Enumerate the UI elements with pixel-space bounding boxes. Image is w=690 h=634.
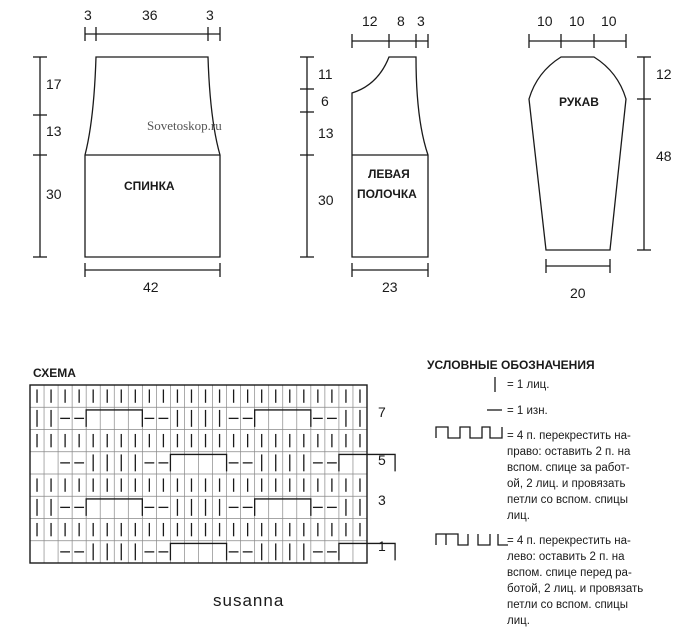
schema-title: СХЕМА: [33, 366, 76, 380]
watermark: Sovetoskop.ru: [147, 118, 222, 133]
cross-left-line: = 4 п. перекрестить на-: [507, 535, 631, 547]
cross-left-line: лиц.: [507, 615, 530, 627]
sleeve-pattern: [529, 34, 651, 273]
row-number-3: 3: [378, 492, 386, 508]
cross-right-line: вспом. спице за работ-: [507, 462, 630, 474]
front-side-dim-3: 13: [318, 125, 334, 141]
stitch-chart: [30, 385, 395, 563]
cross-left-line: лево: оставить 2 п. на: [507, 551, 625, 563]
sleeve-side-dim-2: 48: [656, 148, 672, 164]
cross-right-line: ой, 2 лиц. и провязать: [507, 478, 626, 490]
cross-right-line: = 4 п. перекрестить на-: [507, 430, 631, 442]
back-top-dim-center: 36: [142, 7, 158, 23]
legend-title: УСЛОВНЫЕ ОБОЗНАЧЕНИЯ: [427, 358, 595, 372]
cross-right-symbol-icon: [436, 427, 502, 438]
sleeve-top-dim-left: 10: [537, 13, 553, 29]
front-side-dim-4: 30: [318, 192, 334, 208]
front-top-dim-left: 12: [362, 13, 378, 29]
row-number-7: 7: [378, 404, 386, 420]
back-side-dim-2: 13: [46, 123, 62, 139]
legend-cross-right-text: [507, 428, 631, 524]
sleeve-label: РУКАВ: [559, 95, 599, 109]
front-top-dim-center: 8: [397, 13, 405, 29]
sleeve-top-dim-right: 10: [601, 13, 617, 29]
back-top-dim-left: 3: [84, 7, 92, 23]
back-top-dim-right: 3: [206, 7, 214, 23]
cross-right-line: право: оставить 2 п. на: [507, 446, 631, 458]
cross-left-line: петли со вспом. спицы: [507, 599, 628, 611]
cross-left-line: ботой, 2 лиц. и провязать: [507, 583, 644, 595]
cross-right-line: лиц.: [507, 510, 530, 522]
front-bottom-dim: 23: [382, 279, 398, 295]
back-label: СПИНКА: [124, 179, 175, 193]
row-number-1: 1: [378, 538, 386, 554]
back-bottom-dim: 42: [143, 279, 159, 295]
back-side-dim-3: 30: [46, 186, 62, 202]
cross-left-line: вспом. спице перед ра-: [507, 567, 632, 579]
signature: susanna: [213, 591, 285, 610]
sleeve-top-dim-center: 10: [569, 13, 585, 29]
cross-left-symbol-icon: [436, 534, 508, 545]
back-side-dim-1: 17: [46, 76, 62, 92]
front-side-dim-1: 11: [318, 66, 333, 82]
legend-symbols: [436, 377, 508, 545]
front-label-line2: ПОЛОЧКА: [357, 187, 417, 201]
cross-right-line: петли со вспом. спицы: [507, 494, 628, 506]
row-number-5: 5: [378, 452, 386, 468]
front-top-dim-right: 3: [417, 13, 425, 29]
legend-knit-text: = 1 лиц.: [507, 379, 550, 391]
legend-purl-text: = 1 изн.: [507, 405, 548, 417]
legend-cross-left-text: [507, 533, 643, 629]
back-pattern: [33, 27, 220, 277]
sleeve-bottom-dim: 20: [570, 285, 586, 301]
sleeve-side-dim-1: 12: [656, 66, 672, 82]
front-side-dim-2: 6: [321, 93, 329, 109]
front-label-line1: ЛЕВАЯ: [368, 167, 410, 181]
